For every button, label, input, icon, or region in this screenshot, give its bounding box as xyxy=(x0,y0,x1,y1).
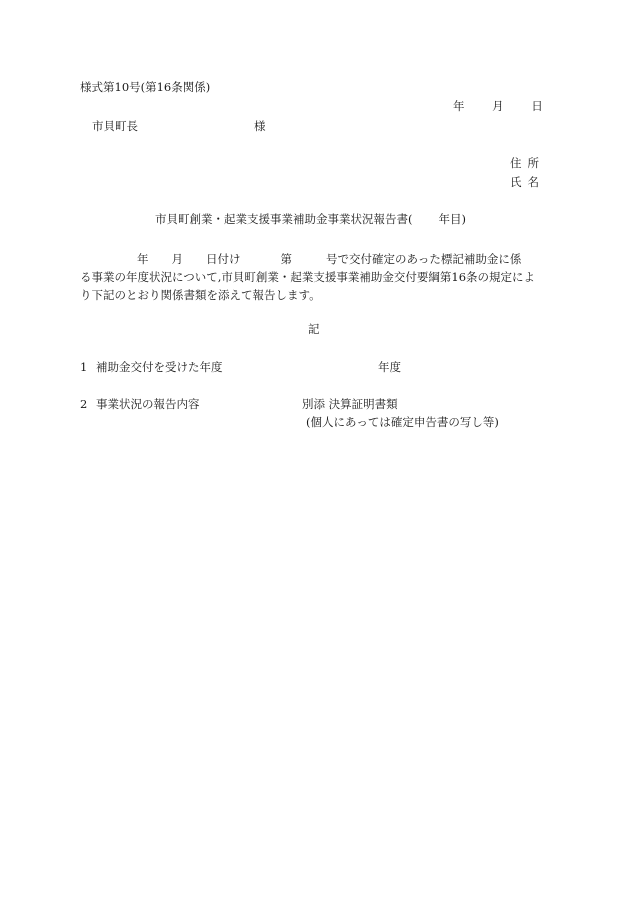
body-month: 月 xyxy=(171,252,183,266)
date-month-label: 月 xyxy=(492,99,504,113)
document-title xyxy=(155,214,466,226)
item-1-number: 1 xyxy=(80,360,88,374)
body-line-3: り下記のとおり関係書類を添えて報告します。 xyxy=(80,288,321,302)
addressee: 市貝町長 xyxy=(92,119,138,133)
applicant-address-label: 住所 xyxy=(510,156,545,170)
item-2-note: (個人にあっては確定申告書の写し等) xyxy=(306,415,499,429)
form-number: 様式第10号(第16条関係) xyxy=(80,80,211,94)
body-line-1-rest: 号で交付確定のあった標記補助金に係 xyxy=(326,252,522,266)
item-1-label: 補助金交付を受けた年度 xyxy=(96,360,223,374)
item-2-value: 別添 決算証明書類 xyxy=(302,397,398,411)
body-dai: 第 xyxy=(280,252,292,266)
date-day-label: 日 xyxy=(531,99,543,113)
body-paragraph xyxy=(80,250,550,304)
item-2-label: 事業状況の報告内容 xyxy=(96,397,200,411)
body-line-1 xyxy=(80,250,550,268)
document-title-prefix: 市貝町創業・起業支援事業補助金事業状況報告書( xyxy=(155,212,413,226)
applicant-name-label: 氏名 xyxy=(510,175,545,189)
date-year-label: 年 xyxy=(453,99,465,113)
item-1-value: 年度 xyxy=(378,360,401,374)
record-heading: 記 xyxy=(308,322,320,336)
body-day: 日付け xyxy=(206,252,241,266)
document-title-suffix: 年目) xyxy=(438,212,466,226)
date-line xyxy=(453,101,543,113)
body-year: 年 xyxy=(137,252,149,266)
item-2-number: 2 xyxy=(80,397,88,411)
honorific: 様 xyxy=(254,119,266,133)
body-line-2: る事業の年度状況について,市貝町創業・起業支援事業補助金交付要綱第16条の規定によ xyxy=(80,270,536,284)
